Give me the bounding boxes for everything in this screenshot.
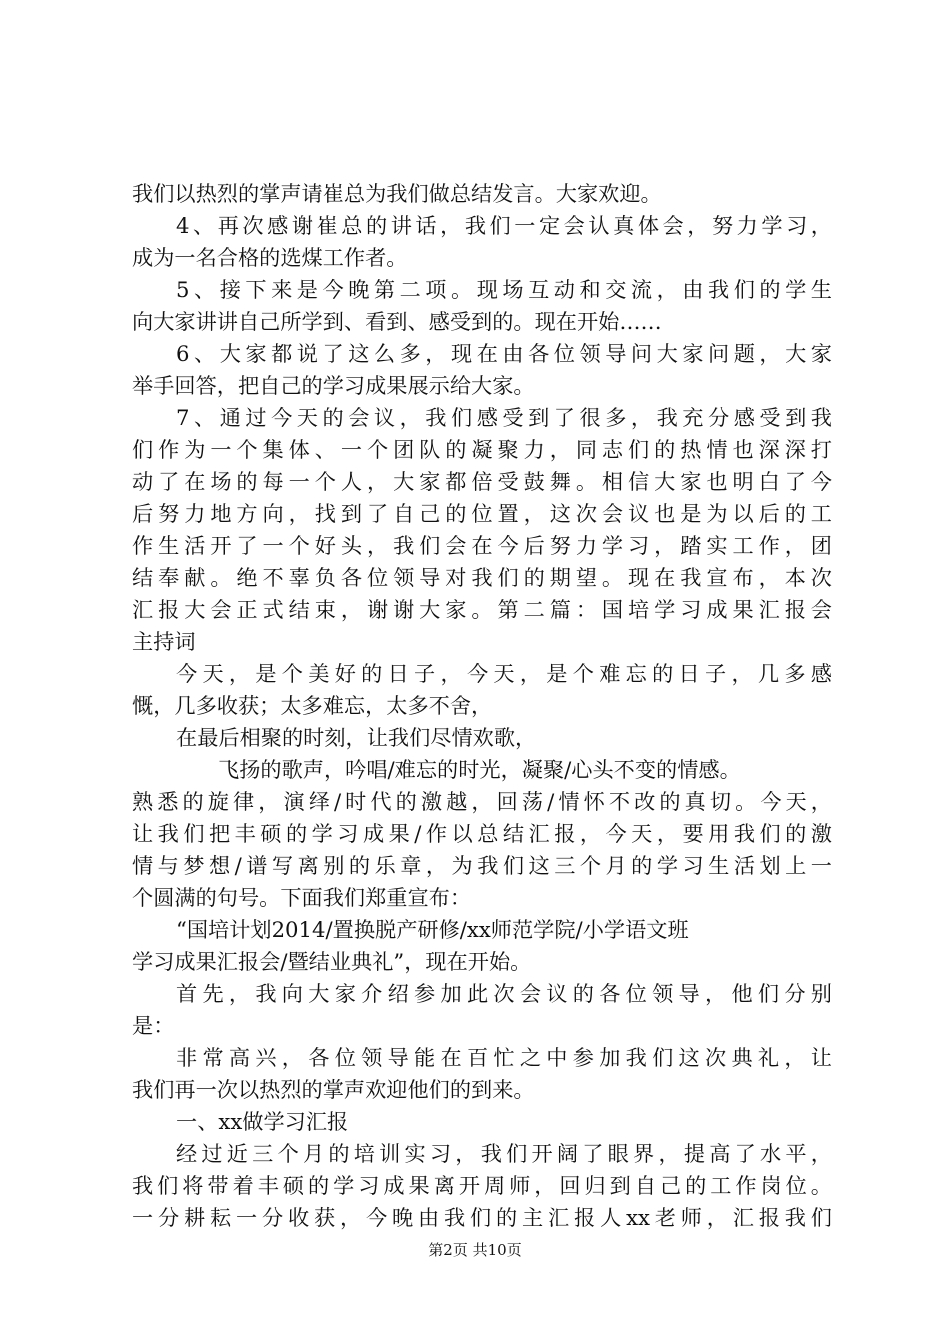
- text-line: 个圆满的句号。下面我们郑重宣布：: [132, 885, 472, 910]
- page-number-footer: 第2页 共10页: [428, 1241, 522, 1259]
- text-line: 作生活开了一个好头，我们会在今后努力学习，踏实工作，团: [132, 533, 832, 558]
- text-line: 向大家讲讲自己所学到、看到、感受到的。现在开始……: [132, 309, 662, 334]
- text-line: 4、再次感谢崔总的讲话，我们一定会认真体会，努力学习，: [176, 213, 832, 238]
- text-line: 汇报大会正式结束，谢谢大家。第二篇：国培学习成果汇报会: [132, 597, 832, 622]
- text-line: 经过近三个月的培训实习，我们开阔了眼界，提高了水平，: [176, 1141, 832, 1166]
- text-line: 们作为一个集体、一个团队的凝聚力，同志们的热情也深深打: [132, 437, 832, 462]
- text-line: 情与梦想/谱写离别的乐章，为我们这三个月的学习生活划上一: [132, 853, 832, 878]
- text-line: 举手回答，把自己的学习成果展示给大家。: [132, 373, 535, 398]
- text-line: 慨，几多收获；太多难忘，太多不舍，: [132, 693, 493, 718]
- text-line: 6、大家都说了这么多，现在由各位领导问大家问题，大家: [176, 341, 832, 366]
- text-line: 是：: [132, 1013, 175, 1038]
- text-line: 一分耕耘一分收获，今晚由我们的主汇报人xx老师，汇报我们: [132, 1205, 832, 1230]
- text-line: 首先，我向大家介绍参加此次会议的各位领导，他们分别: [176, 981, 832, 1006]
- text-line: 一、xx做学习汇报: [176, 1109, 349, 1134]
- text-line: 我们将带着丰硕的学习成果离开周师，回归到自己的工作岗位。: [132, 1173, 832, 1198]
- text-line: 5、接下来是今晚第二项。现场互动和交流，由我们的学生: [176, 277, 832, 302]
- text-line: 动了在场的每一个人，大家都倍受鼓舞。相信大家也明白了今: [132, 469, 832, 494]
- text-line: 今天，是个美好的日子，今天，是个难忘的日子，几多感: [176, 661, 832, 686]
- text-line: 我们以热烈的掌声请崔总为我们做总结发言。大家欢迎。: [132, 181, 662, 206]
- text-line: 飞扬的歌声，吟唱/难忘的时光，凝聚/心头不变的情感。: [218, 757, 741, 782]
- text-line: 在最后相聚的时刻，让我们尽情欢歌，: [176, 725, 537, 750]
- text-line: 我们再一次以热烈的掌声欢迎他们的到来。: [132, 1077, 535, 1102]
- text-line: 让我们把丰硕的学习成果/作以总结汇报，今天，要用我们的激: [132, 821, 832, 846]
- text-line: 非常高兴，各位领导能在百忙之中参加我们这次典礼，让: [176, 1045, 832, 1070]
- text-line: 主持词: [132, 629, 196, 654]
- text-line: 后努力地方向，找到了自己的位置，这次会议也是为以后的工: [132, 501, 832, 526]
- text-line: 结奉献。绝不辜负各位领导对我们的期望。现在我宣布，本次: [132, 565, 832, 590]
- text-line: 熟悉的旋律，演绎/时代的激越，回荡/情怀不改的真切。今天，: [132, 789, 832, 814]
- text-line: 7、通过今天的会议，我们感受到了很多，我充分感受到我: [176, 405, 832, 430]
- text-line: 学习成果汇报会/暨结业典礼”，现在开始。: [132, 949, 532, 974]
- text-line: 成为一名合格的选煤工作者。: [132, 245, 408, 270]
- text-line: “国培计划2014/置换脱产研修/xx师范学院/小学语文班: [176, 917, 689, 942]
